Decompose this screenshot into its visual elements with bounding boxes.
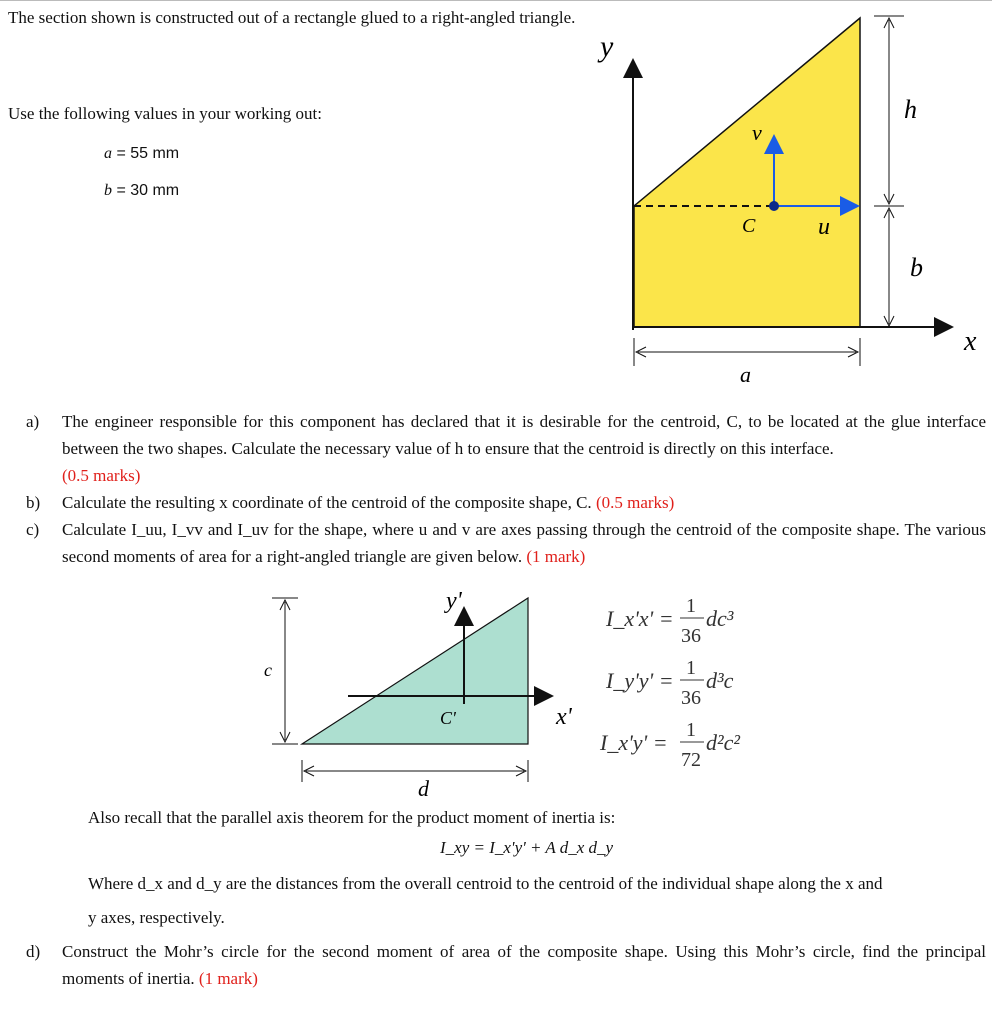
- question-c-marks: (1 mark): [526, 547, 586, 566]
- question-b-label: b): [26, 493, 41, 512]
- y-axis-label: y: [600, 30, 614, 63]
- recall-line-2: Where d_x and d_y are the distances from the overall centroid to the centroid of the individual shape along the x and: [88, 874, 883, 893]
- svg-text:1: 1: [686, 595, 696, 617]
- svg-text:1: 1: [686, 719, 696, 741]
- question-a: [26, 408, 986, 489]
- svg-text:I_y'y' =: I_y'y' =: [606, 668, 674, 693]
- a-label: a: [740, 362, 751, 387]
- question-d-label: d): [26, 942, 41, 961]
- value-a-text: = 55 mm: [112, 145, 180, 162]
- question-d-marks: (1 mark): [198, 969, 258, 988]
- equation-ixx: [605, 595, 734, 647]
- svg-text:36: 36: [681, 687, 701, 709]
- y-prime-label: y': [446, 588, 462, 614]
- value-a-var: a: [104, 145, 112, 162]
- equation-ixy: [599, 719, 740, 771]
- question-b-marks: (0.5 marks): [595, 493, 675, 512]
- question-b: [26, 489, 986, 516]
- recall-line-3: y axes, respectively.: [88, 908, 225, 927]
- figure-composite-section: [560, 0, 992, 400]
- recall-line-1: Also recall that the parallel axis theorem for the product moment of inertia is:: [88, 808, 616, 827]
- svg-text:dc³: dc³: [706, 606, 734, 631]
- svg-text:I_x'y' =: I_x'y' =: [600, 730, 668, 755]
- value-b-var: b: [104, 182, 112, 199]
- x-prime-label: x': [556, 704, 572, 730]
- svg-text:72: 72: [681, 749, 701, 771]
- svg-text:d²c²: d²c²: [706, 730, 740, 755]
- question-a-marks: (0.5 marks): [62, 466, 141, 485]
- question-a-text: The engineer responsible for this component has declared that it is desirable for the centroid, C, to be located at the glue interface between the two shapes. Calculate the necessary value of h to ensure that the centroid is directly on this interface.: [62, 412, 986, 458]
- question-c-text: Calculate I_uu, I_vv and I_uv for the shape, where u and v are axes passing through the centroid of the composite shape. The various second moments of area for a right-angled triangle are given below.: [62, 520, 986, 566]
- parallel-axis-equation: I_xy = I_x'y' + A d_x d_y: [440, 838, 614, 857]
- section-shape: [634, 18, 860, 327]
- h-label: h: [904, 95, 917, 124]
- c-label: c: [264, 660, 272, 680]
- question-d-text: Construct the Mohr’s circle for the second moment of area of the composite shape. Using this Mohr’s circle, find the principal moments of inertia.: [62, 942, 986, 988]
- b-label: b: [910, 253, 923, 282]
- svg-text:d³c: d³c: [706, 668, 734, 693]
- centroid-prime-label: C': [440, 708, 456, 728]
- u-label: u: [818, 214, 830, 240]
- v-label: v: [752, 120, 762, 145]
- svg-text:1: 1: [686, 657, 696, 679]
- d-label: d: [418, 776, 429, 801]
- question-d: [26, 938, 986, 992]
- intro-text: The section shown is constructed out of a rectangle glued to a right-angled triangle.: [8, 8, 576, 27]
- figure-triangle: [250, 584, 810, 802]
- svg-text:I_x'x' =: I_x'x' =: [606, 606, 674, 631]
- values-title: Use the following values in your working out:: [8, 104, 322, 123]
- question-b-text: Calculate the resulting x coordinate of the centroid of the composite shape, C.: [62, 493, 592, 512]
- question-a-label: a): [26, 412, 40, 431]
- value-b-text: = 30 mm: [112, 182, 180, 199]
- centroid-dot: [769, 201, 779, 211]
- centroid-label: C: [742, 215, 756, 237]
- value-b: [104, 182, 179, 200]
- x-axis-label: x: [964, 326, 977, 357]
- question-c-label: c): [26, 520, 40, 539]
- triangle-shape: [302, 598, 528, 744]
- question-c: [26, 516, 986, 570]
- equation-iyy: [605, 657, 734, 709]
- value-a: [104, 145, 179, 163]
- svg-text:36: 36: [681, 625, 701, 647]
